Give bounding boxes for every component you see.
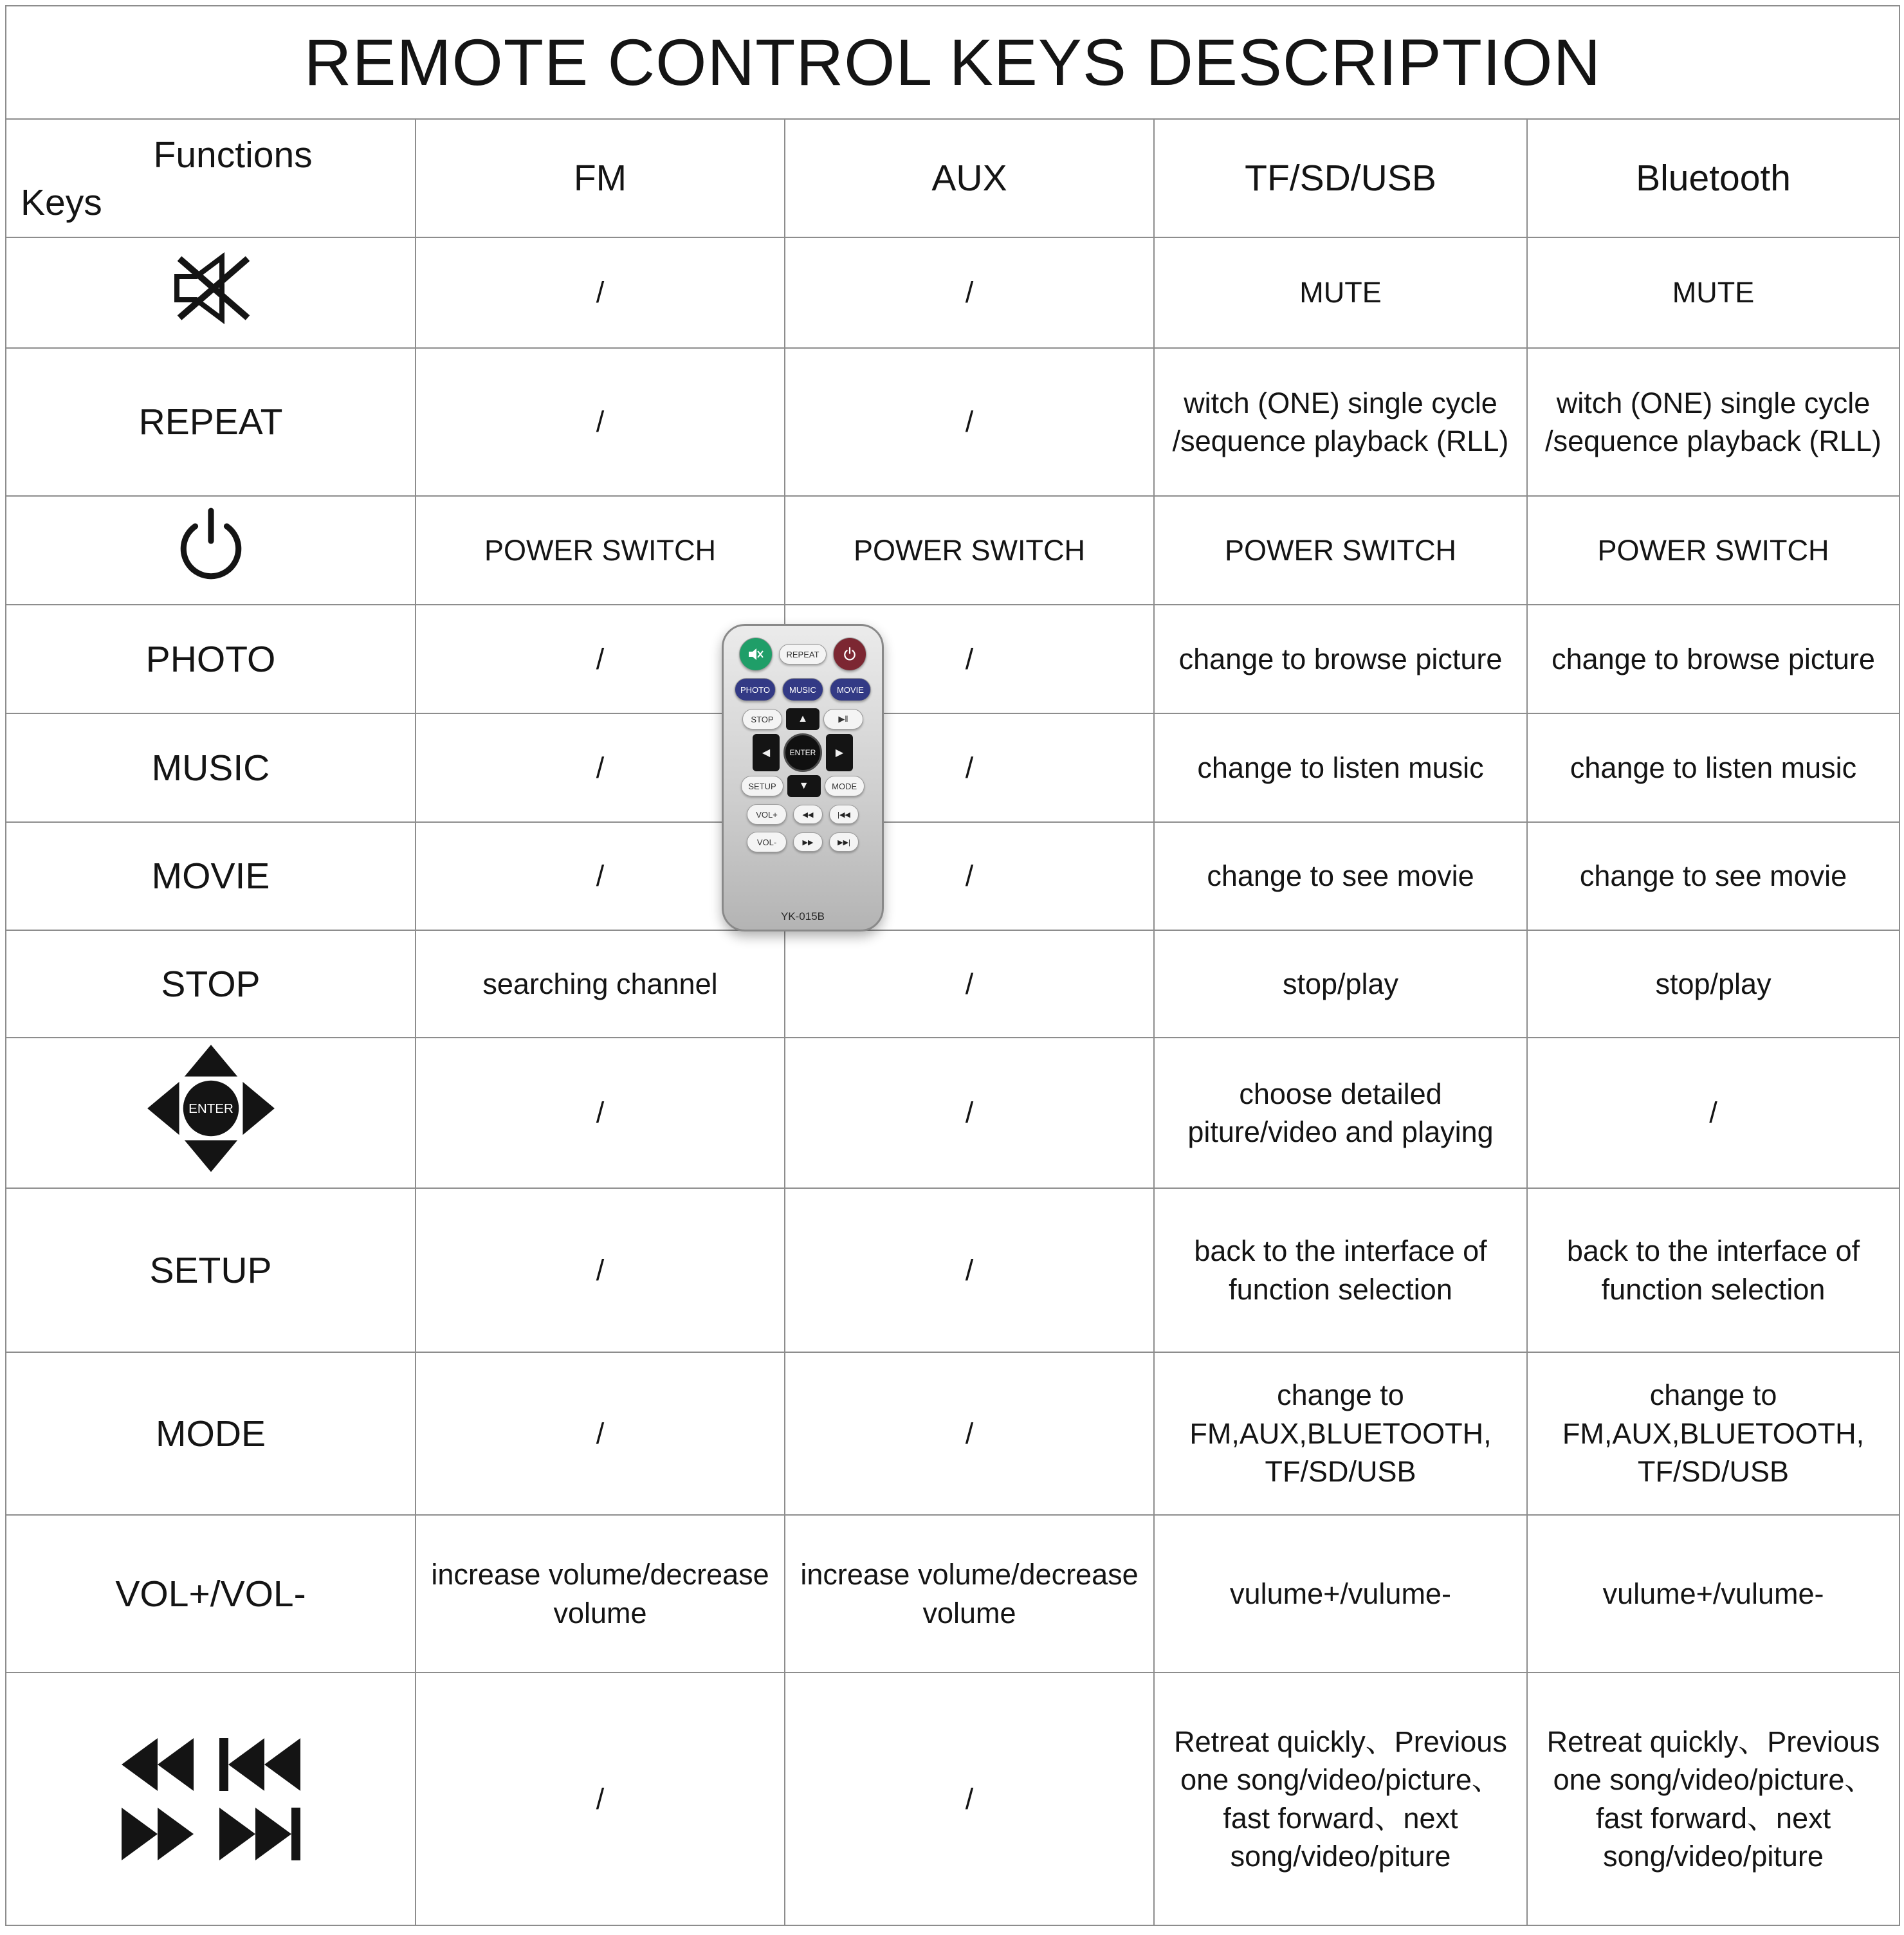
cell-stop-bluetooth: stop/play <box>1527 930 1899 1038</box>
cell-volume-bluetooth: vulume+/vulume- <box>1527 1515 1899 1673</box>
key-label: STOP <box>161 963 261 1005</box>
header-row <box>6 119 1899 237</box>
remote-vol-down-button: VOL- <box>747 832 787 852</box>
cell-mute-aux: / <box>785 237 1154 348</box>
cell-stop-fm: searching channel <box>416 930 785 1038</box>
cell-mode-fm: / <box>416 1352 785 1515</box>
next-icon: ▶▶| <box>829 832 859 852</box>
mute-icon <box>747 647 764 661</box>
mute-icon <box>163 248 259 328</box>
column-header-bluetooth: Bluetooth <box>1527 119 1899 237</box>
cell-enter-tf-sd-usb: choose detailed piture/video and playing <box>1154 1038 1527 1188</box>
cell-repeat-fm: / <box>416 348 785 496</box>
cell-volume-tf-sd-usb: vulume+/vulume- <box>1154 1515 1527 1673</box>
enter-pad-icon <box>145 1042 277 1175</box>
page-title: REMOTE CONTROL KEYS DESCRIPTION <box>304 25 1602 99</box>
cell-enter-fm: / <box>416 1038 785 1188</box>
key-music <box>6 713 416 822</box>
key-label: REPEAT <box>138 401 283 443</box>
remote-vol-up-button: VOL+ <box>747 804 787 825</box>
remote-model-label: YK-015B <box>780 910 825 922</box>
cell-movie-tf-sd-usb: change to see movie <box>1154 822 1527 930</box>
column-header-fm: FM <box>416 119 785 237</box>
cell-power-tf-sd-usb: POWER SWITCH <box>1154 496 1527 605</box>
key-stop <box>6 930 416 1038</box>
rewind-icon: ◀◀ <box>793 805 823 824</box>
table-row-enter <box>6 1038 1899 1188</box>
table-row-power <box>6 496 1899 605</box>
cell-stop-tf-sd-usb: stop/play <box>1154 930 1527 1038</box>
key-photo <box>6 605 416 713</box>
cell-media-tf-sd-usb: Retreat quickly、Previous one song/video/picture、fast forward、next song/video/piture <box>1154 1673 1527 1925</box>
key-movie <box>6 822 416 930</box>
manual-page <box>0 5 1904 1935</box>
key-enter <box>6 1038 416 1188</box>
power-icon <box>843 647 857 661</box>
cell-music-bluetooth: change to listen music <box>1527 713 1899 822</box>
table-row-movie <box>6 822 1899 930</box>
header-keys-label: Keys <box>21 182 102 223</box>
table-row-photo <box>6 605 1899 713</box>
key-label: VOL+/VOL- <box>115 1573 306 1615</box>
down-arrow-icon: ▼ <box>787 775 821 797</box>
remote-top-row <box>731 637 874 671</box>
remote-power-button <box>833 637 866 671</box>
remote-music-button: MUSIC <box>782 678 823 701</box>
cell-media-aux: / <box>785 1673 1154 1925</box>
cell-movie-bluetooth: change to see movie <box>1527 822 1899 930</box>
cell-repeat-aux: / <box>785 348 1154 496</box>
header-functions-label: Functions <box>153 134 313 176</box>
table-row-stop <box>6 930 1899 1038</box>
key-repeat <box>6 348 416 496</box>
remote-photo-button: PHOTO <box>735 678 776 701</box>
previous-icon: |◀◀ <box>829 805 859 824</box>
column-header-tf-sd-usb: TF/SD/USB <box>1154 119 1527 237</box>
left-arrow-icon: ◀ <box>753 734 780 771</box>
remote-play-pause-button: ▶‖ <box>823 709 863 729</box>
remote-mute-button <box>739 637 773 671</box>
cell-mute-bluetooth: MUTE <box>1527 237 1899 348</box>
column-header-aux: AUX <box>785 119 1154 237</box>
key-label: MOVIE <box>151 856 270 897</box>
key-volume <box>6 1515 416 1673</box>
key-label: PHOTO <box>145 638 276 680</box>
cell-mute-fm: / <box>416 237 785 348</box>
table-row-volume <box>6 1515 1899 1673</box>
cell-setup-aux: / <box>785 1188 1154 1352</box>
remote-stop-button: STOP <box>742 709 782 729</box>
key-setup <box>6 1188 416 1352</box>
remote-mode-button: MODE <box>825 776 865 796</box>
table-row-setup <box>6 1188 1899 1352</box>
cell-media-fm: / <box>416 1673 785 1925</box>
remote-keys-table <box>5 5 1900 1926</box>
cell-mode-tf-sd-usb: change to FM,AUX,BLUETOOTH, TF/SD/USB <box>1154 1352 1527 1515</box>
cell-volume-aux: increase volume/decrease volume <box>785 1515 1154 1673</box>
next-icon <box>219 1808 300 1860</box>
cell-stop-aux: / <box>785 930 1154 1038</box>
table-row-mute <box>6 237 1899 348</box>
right-arrow-icon: ▶ <box>826 734 853 771</box>
cell-photo-bluetooth: change to browse picture <box>1527 605 1899 713</box>
key-label: SETUP <box>149 1249 272 1291</box>
table-row-mode <box>6 1352 1899 1515</box>
header-corner-cell <box>6 119 416 237</box>
media-keys-icons <box>122 1738 300 1860</box>
cell-volume-fm: increase volume/decrease volume <box>416 1515 785 1673</box>
svg-text:ENTER: ENTER <box>188 1101 233 1117</box>
cell-setup-bluetooth: back to the interface of function selection <box>1527 1188 1899 1352</box>
cell-enter-bluetooth: / <box>1527 1038 1899 1188</box>
remote-control-image <box>722 624 884 931</box>
remote-enter-button: ENTER <box>783 733 822 772</box>
previous-icon <box>219 1738 300 1791</box>
cell-power-bluetooth: POWER SWITCH <box>1527 496 1899 605</box>
cell-movie-fm: / <box>416 822 785 930</box>
cell-photo-tf-sd-usb: change to browse picture <box>1154 605 1527 713</box>
key-label: MUSIC <box>151 747 270 789</box>
key-power <box>6 496 416 605</box>
cell-enter-aux: / <box>785 1038 1154 1188</box>
cell-photo-fm: / <box>416 605 785 713</box>
cell-music-fm: / <box>416 713 785 822</box>
remote-media-mode-row <box>731 678 874 701</box>
cell-mode-aux: / <box>785 1352 1154 1515</box>
fast-forward-icon: ▶▶ <box>793 832 823 852</box>
cell-repeat-tf-sd-usb: witch (ONE) single cycle /sequence playback (RLL) <box>1154 348 1527 496</box>
cell-repeat-bluetooth: witch (ONE) single cycle /sequence playback (RLL) <box>1527 348 1899 496</box>
cell-music-tf-sd-usb: change to listen music <box>1154 713 1527 822</box>
fast-forward-icon <box>122 1808 194 1860</box>
cell-movie-aux: / <box>785 822 1154 930</box>
cell-mode-bluetooth: change to FM,AUX,BLUETOOTH, TF/SD/USB <box>1527 1352 1899 1515</box>
key-mode <box>6 1352 416 1515</box>
table-row-media <box>6 1673 1899 1925</box>
table-row-repeat <box>6 348 1899 496</box>
table-row-music <box>6 713 1899 822</box>
remote-volume-down-row <box>731 832 874 852</box>
cell-power-aux: POWER SWITCH <box>785 496 1154 605</box>
cell-setup-fm: / <box>416 1188 785 1352</box>
power-icon <box>172 507 250 585</box>
cell-power-fm: POWER SWITCH <box>416 496 785 605</box>
key-label: MODE <box>156 1413 266 1454</box>
key-media <box>6 1673 416 1925</box>
cell-setup-tf-sd-usb: back to the interface of function selection <box>1154 1188 1527 1352</box>
rewind-icon <box>122 1738 194 1791</box>
remote-setup-button: SETUP <box>741 776 783 796</box>
cell-photo-aux: / <box>785 605 1154 713</box>
title-row <box>6 6 1899 119</box>
key-mute <box>6 237 416 348</box>
cell-music-aux: / <box>785 713 1154 822</box>
title-cell <box>6 6 1899 119</box>
remote-movie-button: MOVIE <box>830 678 871 701</box>
remote-dpad <box>741 708 864 797</box>
remote-volume-up-row <box>731 804 874 825</box>
cell-mute-tf-sd-usb: MUTE <box>1154 237 1527 348</box>
up-arrow-icon: ▲ <box>786 708 819 730</box>
cell-media-bluetooth: Retreat quickly、Previous one song/video/picture、fast forward、next song/video/piture <box>1527 1673 1899 1925</box>
remote-repeat-button: REPEAT <box>779 644 826 665</box>
